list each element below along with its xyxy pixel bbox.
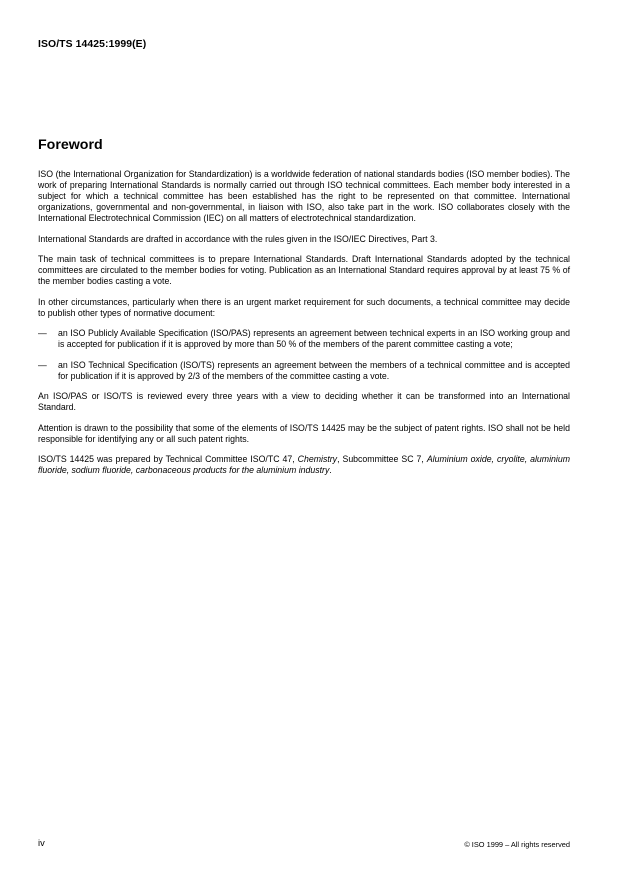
page-number: iv bbox=[38, 838, 45, 848]
prepared-by-text-2: , Subcommittee SC 7, bbox=[337, 454, 427, 465]
dash-bullet: — bbox=[38, 328, 47, 339]
page-title: Foreword bbox=[38, 137, 103, 153]
paragraph-directives: International Standards are drafted in accordance with the rules given in the ISO/IEC Directives, Part 3. bbox=[38, 233, 438, 244]
list-item-iso-ts bbox=[38, 360, 570, 382]
dash-bullet: — bbox=[38, 359, 47, 370]
list-item-iso-pas bbox=[38, 328, 570, 350]
list-item-text: an ISO Technical Specification (ISO/TS) represents an agreement between the members of a technical committee and is accepted for publication if it is approved by 2/3 of the members of the committee casting a vote. bbox=[58, 359, 570, 381]
paragraph-patent-rights: Attention is drawn to the possibility that some of the elements of ISO/TS 14425 may be the subject of patent rights. ISO shall not be held responsible for identifying any or all such patent rights. bbox=[38, 422, 570, 444]
prepared-by-text: ISO/TS 14425 was prepared by Technical Committee ISO/TC 47, bbox=[38, 454, 298, 465]
prepared-by-end: . bbox=[329, 465, 332, 476]
list-item-text: an ISO Publicly Available Specification (ISO/PAS) represents an agreement between technical experts in an ISO working group and is accepted for publication if it is approved by more than 50 % of the members of the parent committee casting a vote; bbox=[58, 328, 570, 350]
paragraph-other-circumstances: In other circumstances, particularly when there is an urgent market requirement for such documents, a technical committee may decide to publish other types of normative document: bbox=[38, 296, 570, 318]
document-code: ISO/TS 14425:1999(E) bbox=[38, 39, 147, 50]
foreword-body bbox=[38, 169, 570, 486]
paragraph-iso-overview: ISO (the International Organization for Standardization) is a worldwide federation of national standards bodies (ISO member bodies). The work of preparing International Standards is normally carried out through ISO technical committees. Each member body interested in a subject for which a technical committee has been established has the right to be represented on that committee. International organizations, governmental and non-governmental, in liaison with ISO, also take part in the work. ISO collaborates closely with the International Electrotechnical Commission (IEC) on all matters of electrotechnical standardization. bbox=[38, 169, 570, 224]
paragraph-main-task: The main task of technical committees is to prepare International Standards. Draft International Standards adopted by the technical committees are circulated to the member bodies for voting. Publication as an International Standard requires approval by at least 75 % of the member bodies casting a vote. bbox=[38, 254, 570, 287]
subcommittee-name: Aluminium oxide, cryolite, aluminium fluoride, sodium fluoride, carbonaceous products for the aluminium industry bbox=[38, 454, 570, 476]
paragraph-prepared-by bbox=[38, 454, 570, 476]
copyright-notice: © ISO 1999 – All rights reserved bbox=[464, 840, 570, 849]
committee-name: Chemistry bbox=[297, 454, 338, 465]
paragraph-review: An ISO/PAS or ISO/TS is reviewed every three years with a view to deciding whether it can be transformed into an International Standard. bbox=[38, 391, 570, 413]
